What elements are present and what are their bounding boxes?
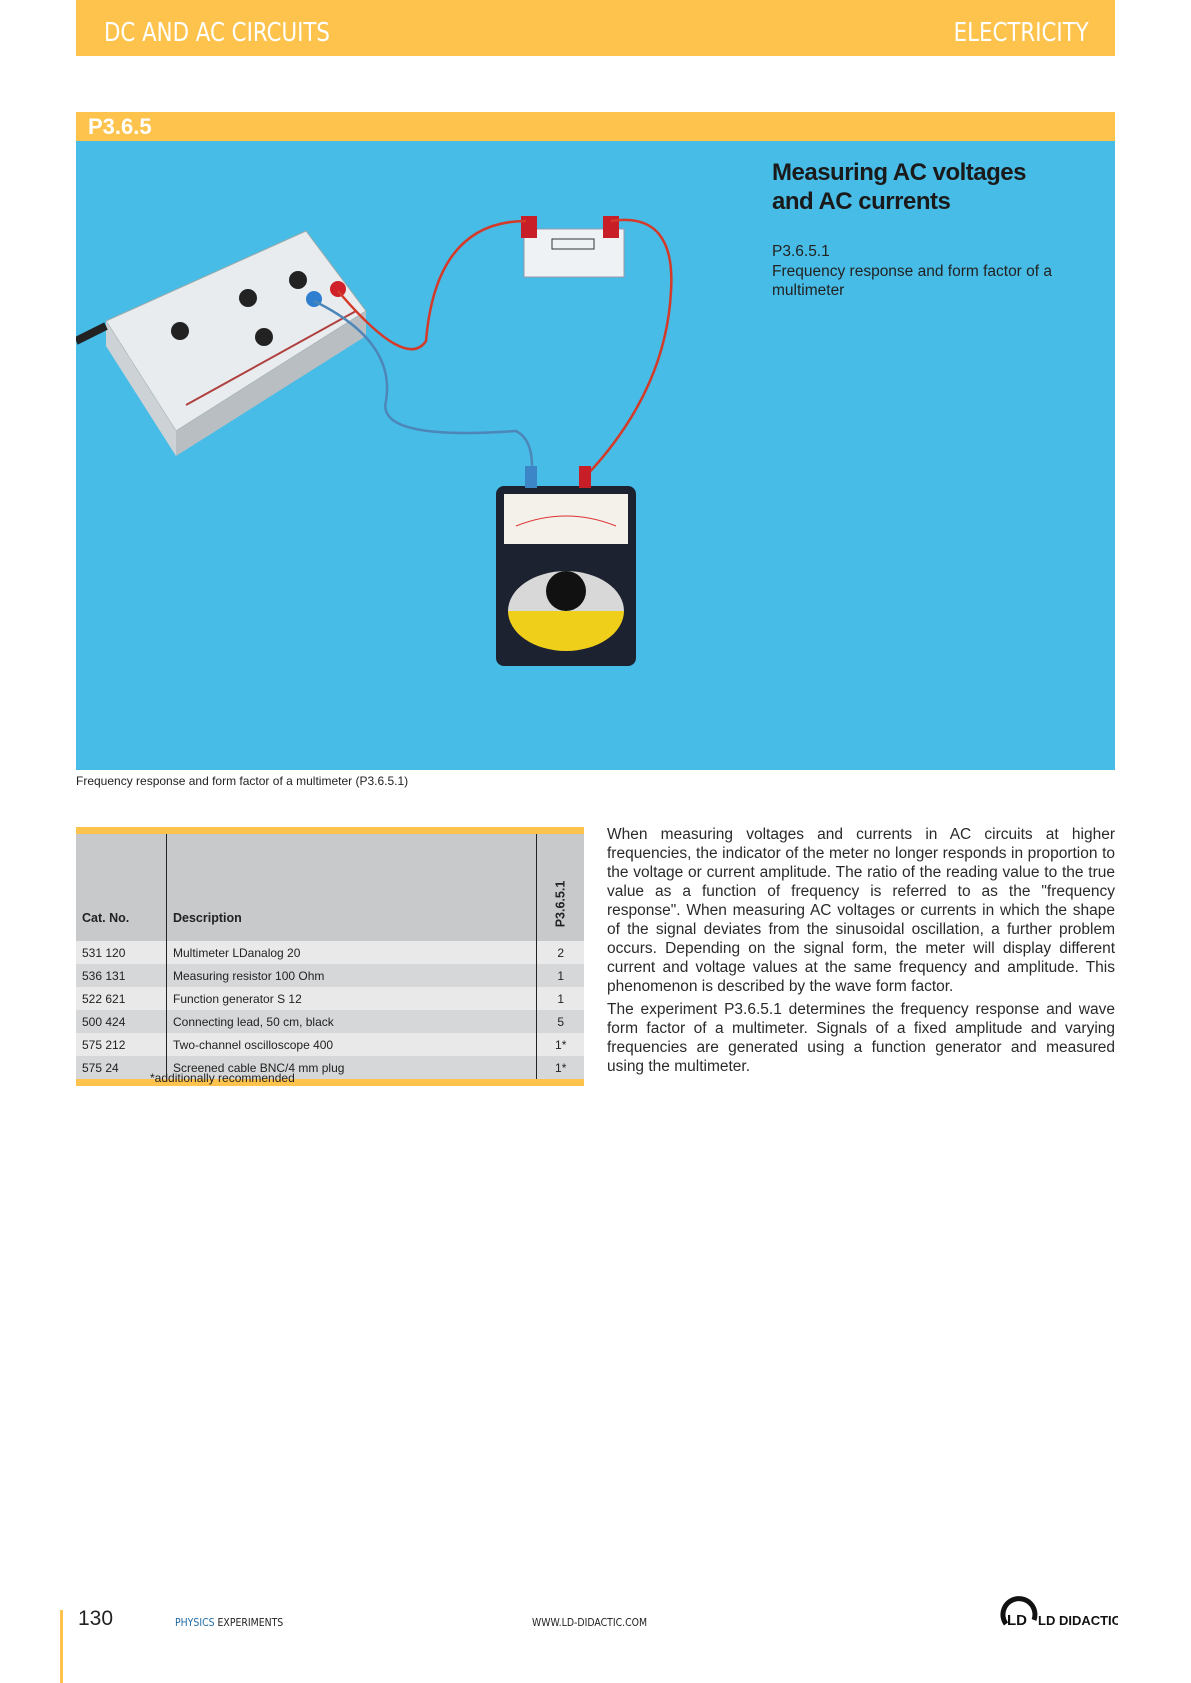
category-title: ELECTRICITY bbox=[953, 18, 1089, 48]
quantity: 1* bbox=[537, 1033, 584, 1056]
quantity: 1 bbox=[537, 987, 584, 1010]
header-description: Description bbox=[167, 831, 537, 942]
table-footnote: *additionally recommended bbox=[150, 1071, 295, 1085]
sub-experiment-code: P3.6.5.1 bbox=[772, 243, 830, 260]
description: Multimeter LDanalog 20 bbox=[167, 941, 537, 964]
cat-no: 500 424 bbox=[76, 1010, 167, 1033]
header-bar bbox=[76, 0, 1115, 56]
experiment-code: P3.6.5 bbox=[88, 114, 152, 139]
sub-experiment bbox=[772, 242, 1092, 301]
experiment-code-bar bbox=[76, 112, 1115, 141]
description: Measuring resistor 100 Ohm bbox=[167, 964, 537, 987]
body-paragraph: The experiment P3.6.5.1 determines the frequency response and wave form factor of a multimeter. Signals of a fixed amplitude and varying frequencies are generated using a function generator and measured using the multimeter. bbox=[607, 1001, 1115, 1075]
footer-accent-line bbox=[60, 1610, 63, 1683]
experiment-title: Measuring AC voltages and AC currents bbox=[772, 159, 1027, 215]
cat-no: 536 131 bbox=[76, 964, 167, 987]
equipment-table bbox=[76, 827, 584, 1086]
website-link[interactable]: WWW.LD-DIDACTIC.COM bbox=[532, 1616, 648, 1629]
description: Function generator S 12 bbox=[167, 987, 537, 1010]
header-experiment: P3.6.5.1 bbox=[537, 831, 584, 942]
quantity: 1 bbox=[537, 964, 584, 987]
quantity: 1* bbox=[537, 1056, 584, 1083]
body-text bbox=[607, 825, 1115, 1080]
ld-didactic-logo bbox=[998, 1590, 1118, 1635]
cat-no: 575 212 bbox=[76, 1033, 167, 1056]
description: Two-channel oscilloscope 400 bbox=[167, 1033, 537, 1056]
table-row bbox=[76, 1033, 584, 1056]
table-row bbox=[76, 987, 584, 1010]
photo-caption: Frequency response and form factor of a multimeter (P3.6.5.1) bbox=[76, 774, 409, 788]
description: Screened cable BNC/4 mm plug bbox=[167, 1056, 537, 1083]
table-row bbox=[76, 964, 584, 987]
page-number: 130 bbox=[78, 1607, 114, 1630]
quantity: 5 bbox=[537, 1010, 584, 1033]
svg-text:LD DIDACTIC: LD DIDACTIC bbox=[1038, 1613, 1118, 1628]
apparatus-illustration bbox=[76, 141, 1115, 770]
section-title: DC AND AC CIRCUITS bbox=[104, 18, 330, 48]
quantity: 2 bbox=[537, 941, 584, 964]
experiment-photo bbox=[76, 141, 1115, 770]
table-row bbox=[76, 941, 584, 964]
table-row bbox=[76, 1010, 584, 1033]
header-cat-no: Cat. No. bbox=[76, 831, 167, 942]
svg-text:LD: LD bbox=[1007, 1612, 1027, 1629]
cat-no: 575 24 bbox=[76, 1056, 167, 1083]
sub-experiment-name: Frequency response and form factor of a multimeter bbox=[772, 262, 1053, 299]
cat-no: 522 621 bbox=[76, 987, 167, 1010]
description: Connecting lead, 50 cm, black bbox=[167, 1010, 537, 1033]
cat-no: 531 120 bbox=[76, 941, 167, 964]
series-label: PHYSICS EXPERIMENTS bbox=[175, 1616, 284, 1629]
body-paragraph: When measuring voltages and currents in AC circuits at higher frequencies, the indicator of the meter no longer responds in proportion to the voltage or current amplitude. The ratio of the reading value to the true value as a function of frequency is referred to as the "frequency response". When measuring AC voltages or currents in which the shape of the signal deviates from the sinusoidal oscillation, a further problem occurs. Depending on the signal form, the meter will display different current and voltage values at the same frequency and amplitude. This phenomenon is described by the wave form factor. bbox=[607, 826, 1115, 995]
